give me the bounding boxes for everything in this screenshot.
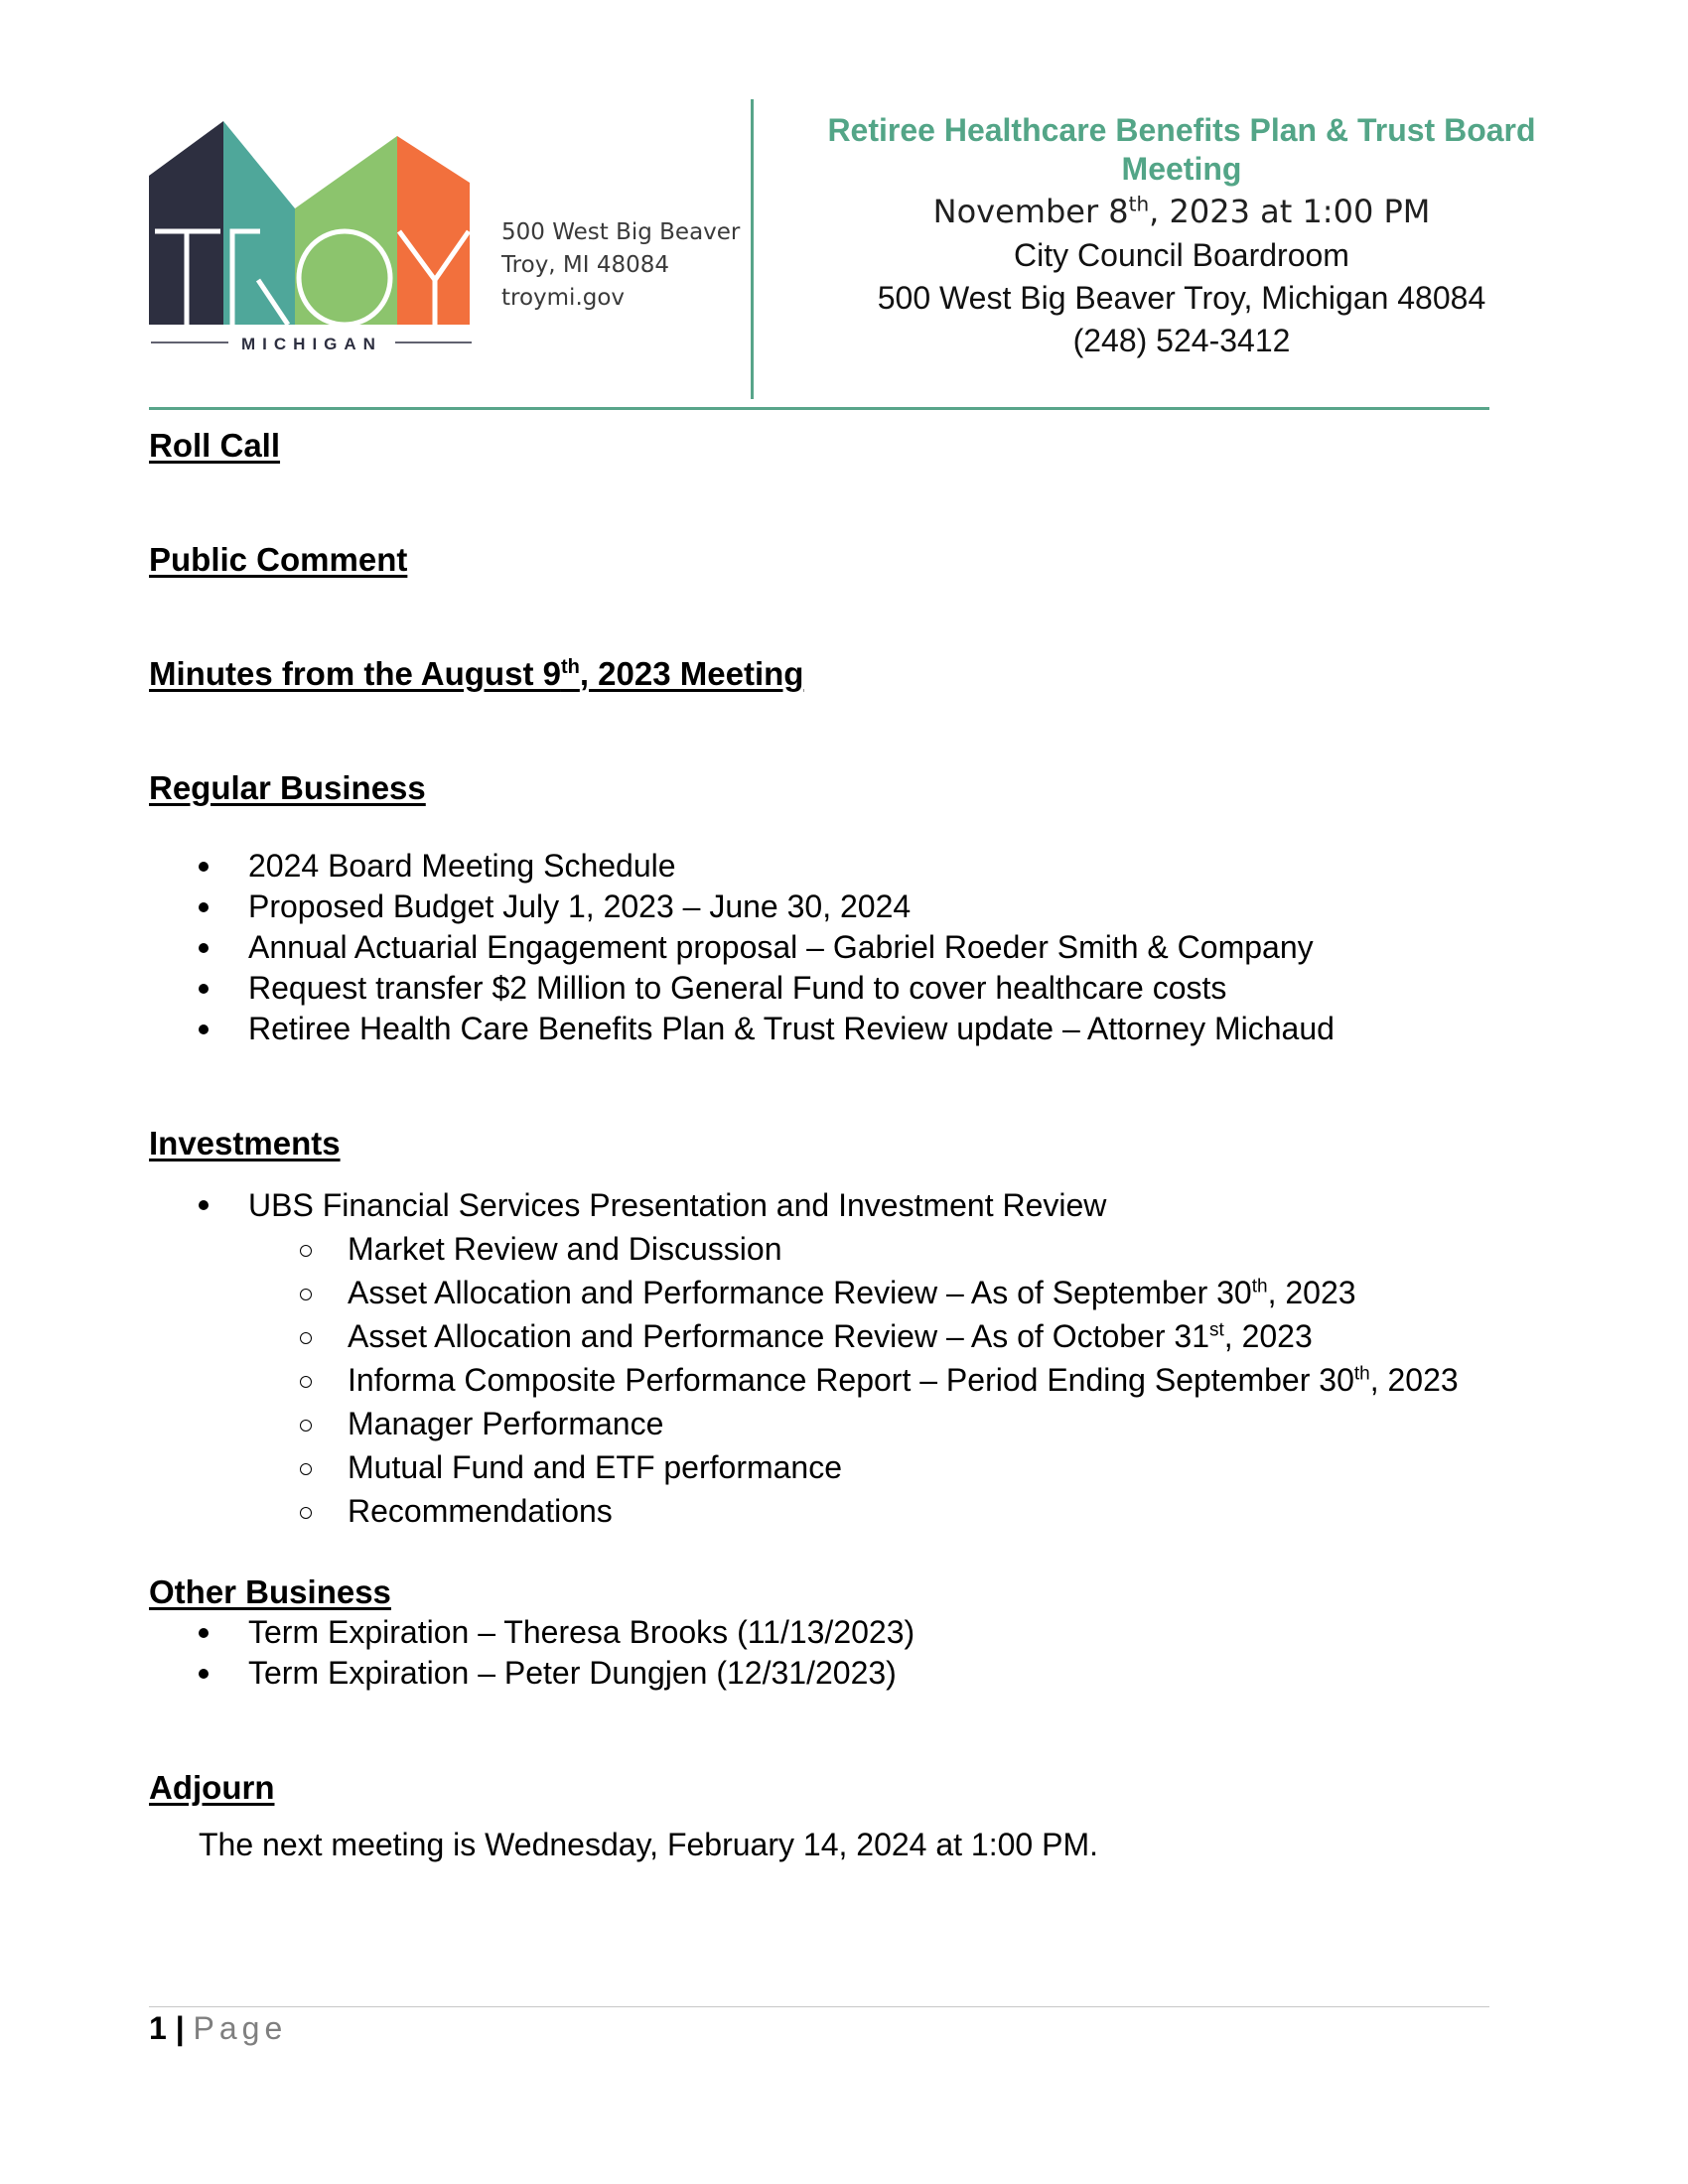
list-item: Recommendations bbox=[248, 1489, 1459, 1533]
circle-bullet-icon bbox=[300, 1463, 312, 1475]
list-item: Mutual Fund and ETF performance bbox=[248, 1445, 1459, 1489]
circle-bullet-icon bbox=[300, 1420, 312, 1432]
list-item: Request transfer $2 Million to General Fund to cover healthcare costs bbox=[149, 968, 1335, 1009]
heading-other-business: Other Business bbox=[149, 1573, 391, 1610]
troy-logo bbox=[149, 119, 477, 362]
bullet-icon bbox=[199, 862, 209, 872]
heading-adjourn: Adjourn bbox=[149, 1769, 275, 1806]
list-item: Manager Performance bbox=[248, 1402, 1459, 1445]
investments-sub-list bbox=[248, 1227, 1459, 1533]
meeting-title: Retiree Healthcare Benefits Plan & Trust Board Meeting bbox=[827, 112, 1536, 187]
heading-public-comment: Public Comment bbox=[149, 541, 408, 578]
bullet-icon bbox=[199, 984, 209, 994]
circle-bullet-icon bbox=[300, 1245, 312, 1257]
list-item: Proposed Budget July 1, 2023 – June 30, 2024 bbox=[149, 887, 1335, 927]
page-footer bbox=[149, 2010, 287, 2047]
other-business-list bbox=[149, 1612, 914, 1694]
page-number: 1 bbox=[149, 2010, 167, 2046]
meeting-date: November 8th, 2023 at 1:00 PM bbox=[932, 192, 1431, 230]
list-item: Term Expiration – Theresa Brooks (11/13/2023) bbox=[149, 1612, 914, 1653]
next-meeting-text: The next meeting is Wednesday, February 14, 2024 at 1:00 PM. bbox=[199, 1827, 1098, 1862]
list-item: Annual Actuarial Engagement proposal – Gabriel Roeder Smith & Company bbox=[149, 927, 1335, 968]
regular-business-list bbox=[149, 846, 1335, 1049]
address-website: troymi.gov bbox=[501, 285, 626, 311]
bullet-icon bbox=[199, 1628, 209, 1638]
page-label: Page bbox=[193, 2010, 288, 2046]
list-item: Asset Allocation and Performance Review – As of October 31st, 2023 bbox=[248, 1314, 1459, 1358]
address-street: 500 West Big Beaver bbox=[501, 219, 741, 245]
list-item: 2024 Board Meeting Schedule bbox=[149, 846, 1335, 887]
investments-list bbox=[149, 1183, 1106, 1227]
logo-state-text: MICHIGAN bbox=[241, 335, 382, 353]
address-city: Troy, MI 48084 bbox=[501, 252, 670, 278]
list-item: Retiree Health Care Benefits Plan & Trust Review update – Attorney Michaud bbox=[149, 1009, 1335, 1049]
meeting-address: 500 West Big Beaver Troy, Michigan 48084 bbox=[877, 280, 1486, 316]
list-item: Term Expiration – Peter Dungjen (12/31/2023) bbox=[149, 1653, 914, 1694]
bullet-icon bbox=[199, 1669, 209, 1679]
heading-minutes: Minutes from the August 9th, 2023 Meeting bbox=[149, 655, 804, 692]
bullet-icon bbox=[199, 902, 209, 912]
header-horizontal-divider bbox=[149, 407, 1489, 410]
heading-regular-business: Regular Business bbox=[149, 769, 426, 806]
bullet-icon bbox=[199, 943, 209, 953]
heading-investments: Investments bbox=[149, 1125, 341, 1161]
list-item: UBS Financial Services Presentation and Investment Review bbox=[149, 1183, 1106, 1227]
circle-bullet-icon bbox=[300, 1376, 312, 1388]
circle-bullet-icon bbox=[300, 1332, 312, 1344]
page-separator: | bbox=[166, 2010, 194, 2046]
meeting-location: City Council Boardroom bbox=[1014, 237, 1349, 273]
footer-divider bbox=[149, 2006, 1489, 2007]
heading-roll-call: Roll Call bbox=[149, 427, 281, 464]
list-item: Asset Allocation and Performance Review – As of September 30th, 2023 bbox=[248, 1271, 1459, 1314]
list-item: Market Review and Discussion bbox=[248, 1227, 1459, 1271]
header-vertical-divider bbox=[751, 99, 754, 399]
bullet-icon bbox=[199, 1024, 209, 1034]
circle-bullet-icon bbox=[300, 1289, 312, 1300]
logo-address bbox=[501, 216, 740, 315]
list-item: Informa Composite Performance Report – Period Ending September 30th, 2023 bbox=[248, 1358, 1459, 1402]
bullet-icon bbox=[199, 1200, 209, 1210]
meeting-phone: (248) 524-3412 bbox=[1072, 323, 1291, 358]
circle-bullet-icon bbox=[300, 1507, 312, 1519]
meeting-header bbox=[765, 111, 1599, 362]
